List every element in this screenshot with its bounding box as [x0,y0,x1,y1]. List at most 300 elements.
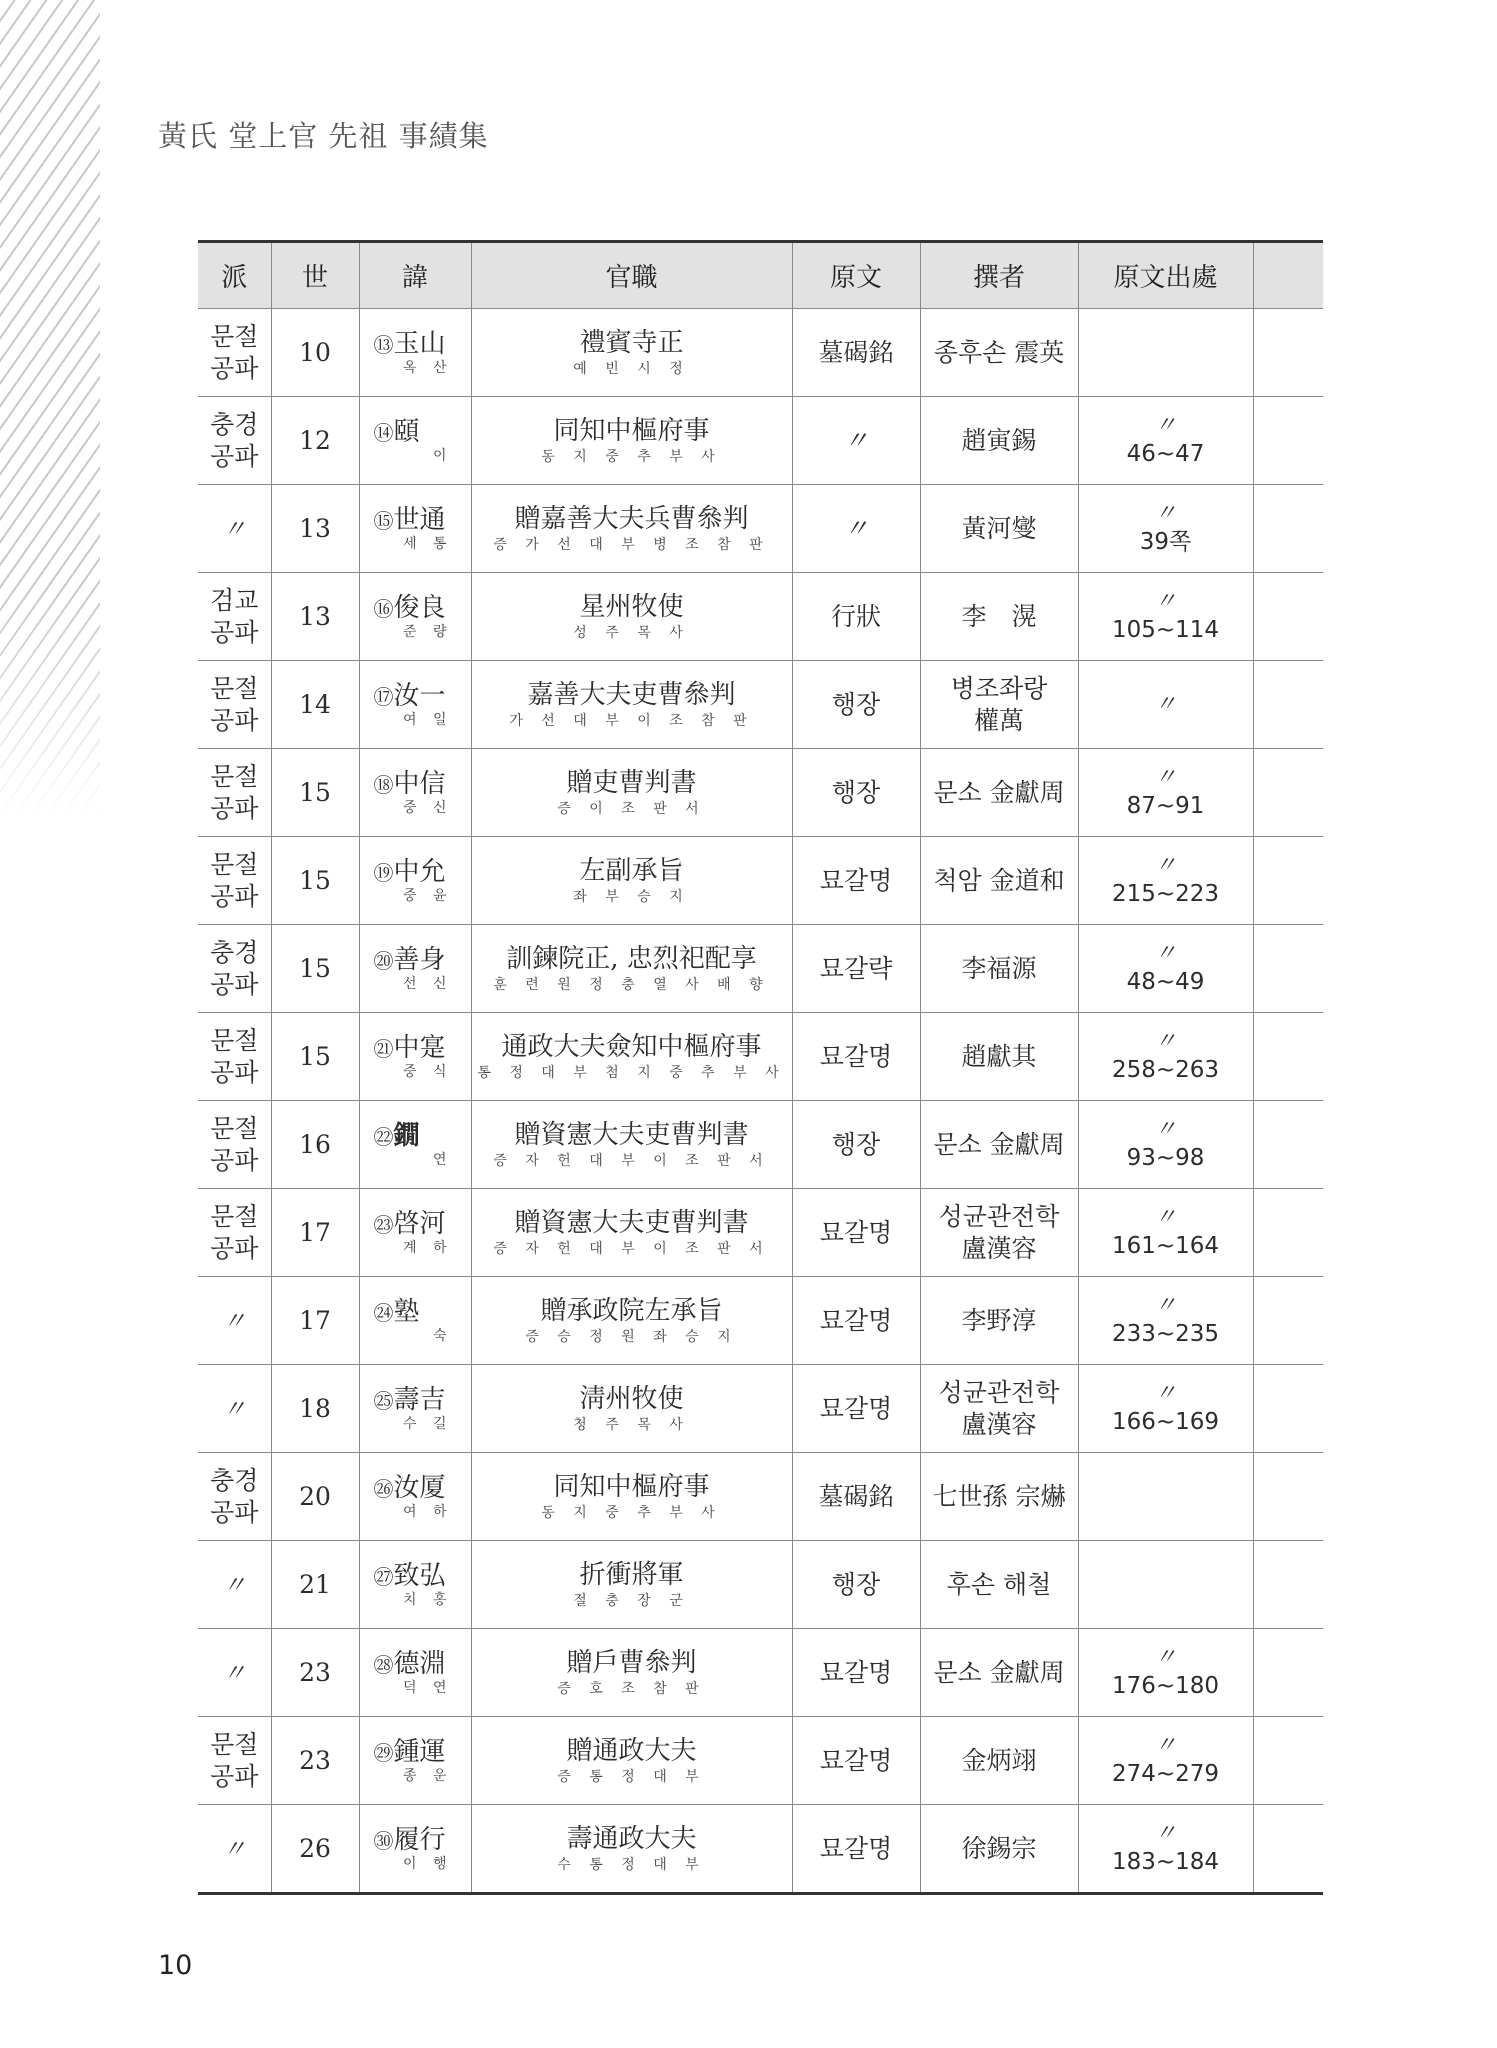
name-hanja: 德淵 [393,1648,446,1679]
name-hanja: 玉山 [393,328,446,359]
name-number: ⑬ [373,332,394,357]
name-main [360,1560,471,1593]
name-number: ㉘ [373,1652,394,1677]
cell-source [1078,573,1253,661]
source-pages: 233~235 [1111,1320,1220,1347]
source-ditto: 〃 [1154,765,1177,791]
name-reading: 여 일 [403,712,453,728]
name-hanja: 善身 [393,944,446,975]
source-ditto: 〃 [1154,941,1177,967]
source-ditto: 〃 [1154,501,1177,527]
cell-pa [198,1717,271,1805]
cell-pa [198,749,271,837]
name-reading: 중 식 [403,1064,453,1080]
office-reading: 증 통 정 대 부 [557,1769,706,1785]
table-row [198,661,1323,749]
cell-source [1078,1189,1253,1277]
column-header-original: 原文 [792,242,920,309]
cell-author [920,749,1078,837]
cell-pa [198,1365,271,1453]
table-row [198,573,1323,661]
name-reading: 수 길 [403,1416,453,1432]
name-reading: 중 신 [403,800,453,816]
cell-source [1078,749,1253,837]
office-hanja: 贈通政大夫 [566,1735,697,1766]
cell-office [471,837,792,925]
cell-author [920,1101,1078,1189]
name-hanja: 中允 [393,856,446,887]
author-text: 문소 金獻周 [933,777,1065,807]
author-text: 徐錫宗 [961,1833,1037,1863]
office-reading: 증 가 선 대 부 병 조 참 판 [493,537,770,553]
cell-original: 묘갈명 [792,1365,920,1453]
name-reading: 선 신 [403,976,453,992]
office-reading: 훈 련 원 정 충 열 사 배 향 [493,977,770,993]
source-ditto: 〃 [1154,1029,1177,1055]
cell-pa [198,485,271,573]
author-text: 병조좌랑 [950,674,1048,704]
cell-original: 묘갈명 [792,1013,920,1101]
table-header [198,242,1323,309]
cell-blank [1253,397,1323,485]
name-hanja: 汝一 [393,680,446,711]
cell-author [920,1189,1078,1277]
name-reading: 이 행 [403,1856,453,1872]
author-text: 李野淳 [961,1305,1037,1335]
cell-original: 행장 [792,749,920,837]
cell-generation: 18 [271,1365,359,1453]
table-row [198,1717,1323,1805]
column-header-source: 原文出處 [1078,242,1253,309]
name-hanja: 中寔 [393,1032,446,1063]
page-number: 10 [158,1950,193,1981]
source-pages: 274~279 [1111,1760,1220,1787]
pa-text: 충경 [210,1466,259,1496]
cell-author [920,1277,1078,1365]
cell-original: 〃 [792,397,920,485]
author-text: 金炳翊 [961,1745,1037,1775]
name-main [360,1032,471,1065]
cell-pa [198,1629,271,1717]
cell-blank [1253,1189,1323,1277]
author-text: 성균관전학 [938,1378,1060,1408]
name-number: ㉖ [373,1476,394,1501]
cell-blank [1253,837,1323,925]
cell-name [359,837,471,925]
name-reading: 옥 산 [403,360,453,376]
cell-author [920,1013,1078,1101]
source-ditto: 〃 [1154,1821,1177,1847]
pa-text: 〃 [222,1834,247,1863]
office-hanja: 贈嘉善大夫兵曹叅判 [514,503,749,534]
cell-name [359,1629,471,1717]
name-main [360,1208,471,1241]
office-reading: 가 선 대 부 이 조 참 판 [509,713,754,729]
name-reading: 준 량 [403,624,453,640]
cell-name [359,1805,471,1894]
cell-name [359,1717,471,1805]
office-hanja: 嘉善大夫吏曹叅判 [527,679,736,710]
office-hanja: 訓鍊院正, 忠烈祀配享 [506,943,757,974]
cell-source [1078,1365,1253,1453]
cell-author [920,1453,1078,1541]
author-text: 趙獻其 [961,1041,1037,1071]
cell-original: 묘갈략 [792,925,920,1013]
office-reading: 청 주 목 사 [573,1417,690,1433]
cell-name [359,1101,471,1189]
cell-author [920,1541,1078,1629]
cell-blank [1253,1629,1323,1717]
author-text: 李福源 [961,953,1037,983]
cell-name [359,1541,471,1629]
name-main [360,1824,471,1857]
name-main [360,416,471,449]
name-number: ⑲ [373,860,394,885]
cell-office [471,397,792,485]
source-pages: 161~164 [1111,1232,1220,1259]
source-pages: 166~169 [1111,1408,1220,1435]
office-hanja: 通政大夫僉知中樞府事 [501,1031,762,1062]
office-hanja: 同知中樞府事 [553,415,710,446]
office-hanja: 壽通政大夫 [566,1823,697,1854]
column-header-office: 官職 [471,242,792,309]
cell-original: 묘갈명 [792,1629,920,1717]
cell-generation: 12 [271,397,359,485]
cell-original: 묘갈명 [792,1717,920,1805]
office-reading: 증 호 조 참 판 [557,1681,706,1697]
cell-name [359,397,471,485]
cell-blank [1253,1013,1323,1101]
office-reading: 증 승 정 원 좌 승 지 [525,1329,738,1345]
column-header-blank [1253,242,1323,309]
source-pages: 215~223 [1111,880,1220,907]
name-reading: 종 운 [403,1768,453,1784]
cell-source [1078,1013,1253,1101]
header-row [198,242,1323,309]
office-hanja: 同知中樞府事 [553,1471,710,1502]
name-number: ⑱ [373,772,394,797]
name-hanja: 汝厦 [393,1472,446,1503]
cell-generation: 16 [271,1101,359,1189]
office-hanja: 星州牧使 [579,591,684,622]
cell-name [359,485,471,573]
source-ditto: 〃 [1154,1645,1177,1671]
office-hanja: 禮賓寺正 [579,327,684,358]
cell-office [471,1453,792,1541]
cell-original: 묘갈명 [792,837,920,925]
name-reading: 계 하 [403,1240,453,1256]
source-pages: 48~49 [1126,968,1205,995]
name-main [360,768,471,801]
name-hanja: 俊良 [393,592,446,623]
name-number: ⑯ [373,596,394,621]
cell-source [1078,1453,1253,1541]
cell-office [471,749,792,837]
cell-author [920,1365,1078,1453]
column-header-hwi: 諱 [359,242,471,309]
table-row [198,1629,1323,1717]
pa-text: 공파 [210,1057,259,1087]
pa-text: 공파 [210,881,259,911]
pa-text: 문절 [210,1114,259,1144]
cell-original: 墓碣銘 [792,1453,920,1541]
cell-blank [1253,309,1323,397]
author-text: 權萬 [973,705,1024,735]
cell-pa [198,1541,271,1629]
cell-generation: 26 [271,1805,359,1894]
name-reading: 여 하 [403,1504,453,1520]
source-pages: 87~91 [1126,792,1205,819]
cell-generation: 13 [271,573,359,661]
pa-text: 공파 [210,441,259,471]
pa-text: 문절 [210,850,259,880]
cell-pa [198,661,271,749]
cell-office [471,1541,792,1629]
cell-office [471,1101,792,1189]
table-row [198,1541,1323,1629]
cell-generation: 17 [271,1277,359,1365]
name-main [360,1120,471,1153]
table-row [198,309,1323,397]
office-hanja: 左副承旨 [579,855,684,886]
cell-blank [1253,1453,1323,1541]
name-number: ㉗ [373,1564,394,1589]
name-reading: 치 홍 [403,1592,453,1608]
cell-blank [1253,661,1323,749]
name-main [360,1384,471,1417]
office-reading: 통 정 대 부 첨 지 중 추 부 사 [477,1065,786,1081]
cell-office [471,1189,792,1277]
table-row [198,1453,1323,1541]
office-reading: 동 지 중 추 부 사 [541,449,722,465]
cell-office [471,661,792,749]
cell-source [1078,1101,1253,1189]
cell-generation: 17 [271,1189,359,1277]
cell-name [359,749,471,837]
cell-blank [1253,1541,1323,1629]
cell-office [471,1365,792,1453]
name-number: ㉙ [373,1740,394,1765]
cell-source [1078,397,1253,485]
name-main [360,944,471,977]
author-text: 七世孫 宗爀 [932,1481,1066,1511]
cell-original: 墓碣銘 [792,309,920,397]
name-number: ⑮ [373,508,394,533]
office-hanja: 淸州牧使 [579,1383,684,1414]
pa-text: 공파 [210,353,259,383]
cell-original: 묘갈명 [792,1277,920,1365]
cell-pa [198,925,271,1013]
cell-blank [1253,749,1323,837]
cell-blank [1253,1101,1323,1189]
name-hanja: 壽吉 [393,1384,446,1415]
cell-name [359,925,471,1013]
cell-original: 行狀 [792,573,920,661]
cell-name [359,1453,471,1541]
source-pages: 46~47 [1126,440,1205,467]
author-text: 종후손 震英 [933,337,1065,367]
cell-pa [198,309,271,397]
pa-text: 문절 [210,1202,259,1232]
office-hanja: 贈吏曹判書 [566,767,697,798]
office-hanja: 贈承政院左承旨 [540,1295,723,1326]
source-pages: 93~98 [1126,1144,1205,1171]
cell-original: 〃 [792,485,920,573]
pa-text: 공파 [210,969,259,999]
name-number: ㉕ [373,1388,394,1413]
cell-name [359,661,471,749]
cell-office [471,1717,792,1805]
cell-office [471,1277,792,1365]
cell-original: 행장 [792,661,920,749]
source-pages: 183~184 [1111,1848,1220,1875]
pa-text: 충경 [210,410,259,440]
author-text: 후손 해철 [946,1569,1052,1599]
cell-source [1078,1805,1253,1894]
cell-name [359,1277,471,1365]
office-hanja: 折衝將軍 [579,1559,684,1590]
name-reading: 숙 [432,1328,453,1344]
cell-source [1078,837,1253,925]
table-row [198,397,1323,485]
office-reading: 수 통 정 대 부 [557,1857,706,1873]
cell-generation: 20 [271,1453,359,1541]
cell-blank [1253,485,1323,573]
office-reading: 좌 부 승 지 [573,889,690,905]
cell-original: 묘갈명 [792,1805,920,1894]
name-hanja: 履行 [393,1824,446,1855]
author-text: 趙寅錫 [961,425,1037,455]
cell-source [1078,1541,1253,1629]
cell-author [920,397,1078,485]
pa-text: 문절 [210,674,259,704]
name-hanja: 世通 [393,504,446,535]
pa-text: 검교 [210,586,259,616]
cell-pa [198,1013,271,1101]
office-hanja: 贈戶曹叅判 [566,1647,697,1678]
name-main [360,1736,471,1769]
source-ditto: 〃 [1154,853,1177,879]
pa-text: 〃 [222,1658,247,1687]
author-text: 척암 金道和 [933,865,1065,895]
cell-blank [1253,1717,1323,1805]
office-hanja: 贈資憲大夫吏曹判書 [514,1119,749,1150]
cell-author [920,309,1078,397]
cell-blank [1253,1277,1323,1365]
office-reading: 동 지 중 추 부 사 [541,1505,722,1521]
pa-text: 공파 [210,617,259,647]
cell-original: 행장 [792,1101,920,1189]
name-reading: 세 통 [403,536,453,552]
pa-text: 〃 [222,1570,247,1599]
name-number: ㉚ [373,1828,394,1853]
author-text: 黃河燮 [961,513,1037,543]
name-number: ㉔ [373,1300,394,1325]
cell-pa [198,1101,271,1189]
source-ditto: 〃 [1154,691,1177,717]
table-row [198,925,1323,1013]
table-row [198,1805,1323,1894]
cell-office [471,1013,792,1101]
table-body [198,309,1323,1894]
author-text: 문소 金獻周 [933,1129,1065,1159]
cell-generation: 21 [271,1541,359,1629]
pa-text: 공파 [210,1233,259,1263]
table-row [198,837,1323,925]
source-pages: 39쪽 [1139,528,1192,555]
office-reading: 증 이 조 판 서 [557,801,706,817]
cell-office [471,573,792,661]
decorative-stripes [0,0,100,820]
cell-pa [198,1805,271,1894]
source-pages: 258~263 [1111,1056,1220,1083]
cell-office [471,925,792,1013]
cell-generation: 13 [271,485,359,573]
author-text: 李 滉 [961,601,1037,631]
column-header-se: 世 [271,242,359,309]
pa-text: 문절 [210,1026,259,1056]
cell-pa [198,1189,271,1277]
name-reading: 이 [432,448,453,464]
name-reading: 덕 연 [403,1680,453,1696]
office-reading: 성 주 목 사 [573,625,690,641]
cell-generation: 10 [271,309,359,397]
cell-author [920,1629,1078,1717]
cell-name [359,1189,471,1277]
cell-author [920,837,1078,925]
cell-generation: 15 [271,837,359,925]
cell-author [920,1805,1078,1894]
office-reading: 증 자 헌 대 부 이 조 판 서 [493,1241,770,1257]
pa-text: 문절 [210,322,259,352]
cell-source [1078,661,1253,749]
name-reading: 연 [432,1152,453,1168]
name-main [360,1296,471,1329]
name-main [360,1648,471,1681]
source-ditto: 〃 [1154,1205,1177,1231]
office-reading: 절 충 장 군 [573,1593,690,1609]
running-header: 黃氏 堂上官 先祖 事績集 [158,119,489,153]
source-ditto: 〃 [1154,1733,1177,1759]
table-row [198,1189,1323,1277]
cell-original: 행장 [792,1541,920,1629]
name-main [360,328,471,361]
source-ditto: 〃 [1154,1117,1177,1143]
column-header-author: 撰者 [920,242,1078,309]
cell-name [359,1365,471,1453]
cell-generation: 15 [271,1013,359,1101]
cell-author [920,573,1078,661]
cell-author [920,485,1078,573]
cell-generation: 15 [271,749,359,837]
cell-blank [1253,1805,1323,1894]
name-reading: 중 윤 [403,888,453,904]
cell-pa [198,1453,271,1541]
ancestor-records-table [198,240,1323,1895]
cell-source [1078,1717,1253,1805]
cell-generation: 15 [271,925,359,1013]
author-text: 盧漢容 [961,1233,1037,1263]
author-text: 문소 金獻周 [933,1657,1065,1687]
cell-generation: 23 [271,1717,359,1805]
pa-text: 공파 [210,1761,259,1791]
table-row [198,1101,1323,1189]
pa-text: 문절 [210,762,259,792]
office-reading: 증 자 헌 대 부 이 조 판 서 [493,1153,770,1169]
name-main [360,856,471,889]
cell-source [1078,1629,1253,1717]
name-main [360,592,471,625]
